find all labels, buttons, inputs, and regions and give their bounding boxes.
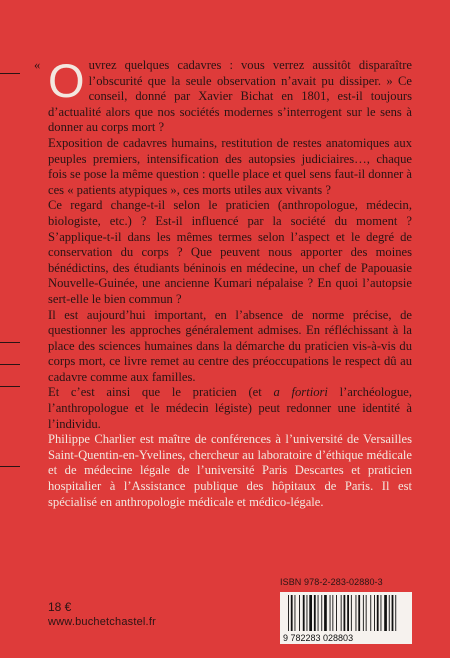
open-quote-mark: «	[34, 58, 41, 72]
paragraph-questions: Ce regard change-t-il selon le praticien (anthropologue, médecin, biologiste, etc.) ? Est-il influencé par la société du moment ? S’applique-t-il dans les mêmes termes selon l’aspect et le degré de conservation du corps ? Que peuvent nous apporter des moines bénédictins, des étudiants béninois en médecine, un chef de Papouasie Nouvelle-Guinée, une ancienne Kumari népalaise ? En quoi l’autopsie sert-elle le bien commun ?	[48, 198, 412, 306]
rule-2	[0, 342, 20, 343]
drop-cap: O	[48, 54, 85, 107]
paragraph-identity: Et c’est ainsi que le praticien (et a fortiori l’archéologue, l’anthropologue et le médecin légiste) peut redonner une identité à l’individu.	[48, 385, 412, 431]
price: 18 €	[48, 600, 72, 614]
paragraph-approaches: Il est aujourd’hui important, en l’absence de norme précise, de questionner les approches généralement admises. En réfléchissant à la place des sciences humaines dans la démarche du praticien vis-à-vis du corps mort, ce livre remet au centre des préoccupations le respect dû au cadavre comme aux familles.	[48, 307, 412, 384]
opening-paragraph	[48, 54, 412, 136]
barcode-digits: 9 782283 028803	[283, 633, 354, 643]
barcode	[280, 592, 412, 644]
rule-3	[0, 364, 20, 365]
publisher-url[interactable]: www.buchetchastel.fr	[48, 616, 156, 628]
author-bio: Philippe Charlier est maître de conférences à l’université de Versailles Saint-Quentin-en-Yvelines, chercheur au laboratoire d’éthique médicale et de médecine légale de l’université Paris Descartes et praticien hospitalier à l’Assistance publique des hôpitaux de Paris. Il est spécialisé en anthropologie médicale et médico-légale.	[48, 432, 412, 509]
blurb-text	[34, 54, 412, 432]
paragraph-exposition: Exposition de cadavres humains, restitution de restes anatomiques aux peuples premiers, intensification des autopsies judiciaires…, chaque fois se pose la même question : quelle place et quel sens faut-il donner à ces « patients atypiques », ces morts utiles aux vivants ?	[48, 135, 412, 197]
isbn-label: ISBN 978-2-283-02880-3	[280, 577, 383, 587]
rule-5	[0, 466, 20, 467]
opening-text: uvrez quelques cadavres : vous verrez aussitôt disparaître l’obscurité que la seule observation n’avait pu dissiper. » Ce conseil, donné par Xavier Bichat en 1801, est-il toujours d’actualité alors que nos sociétés modernes s’interrogent sur le sens à donner au corps mort ?	[48, 58, 412, 135]
rule-4	[0, 386, 20, 387]
rule-1	[0, 73, 20, 74]
